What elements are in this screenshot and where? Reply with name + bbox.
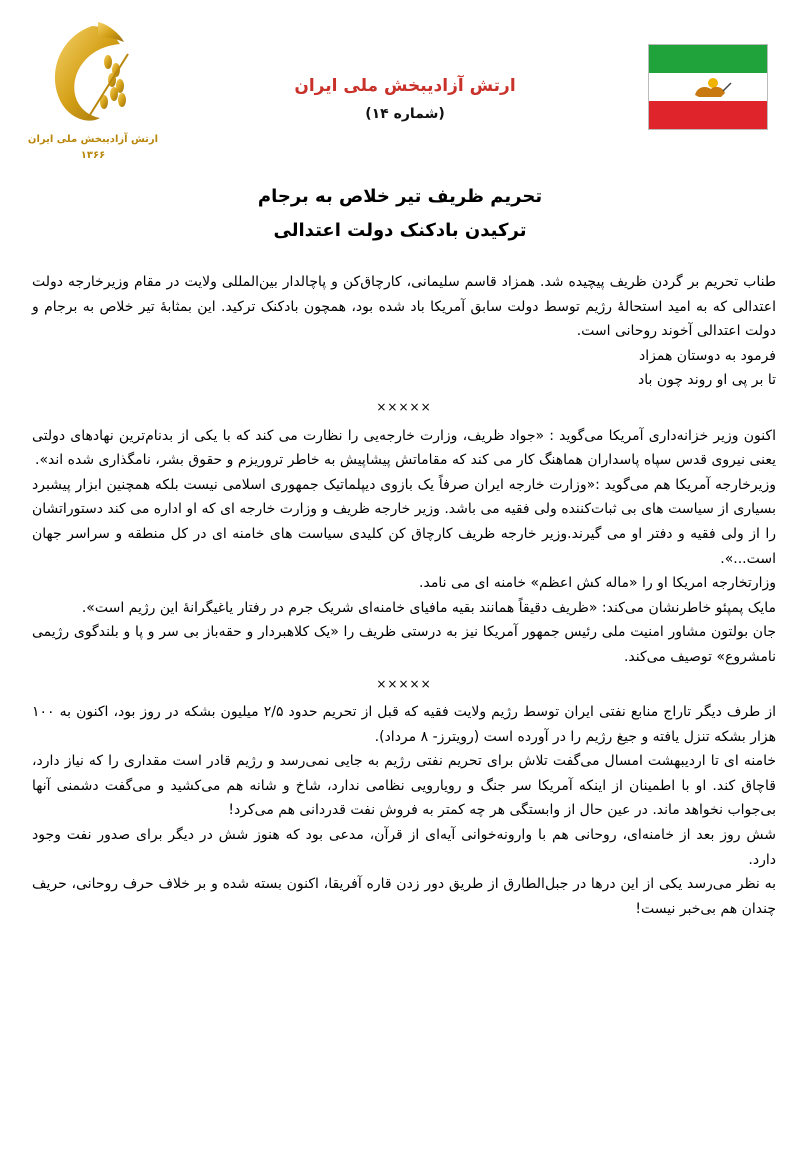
verse-line: تا بر پی او روند چون باد bbox=[637, 372, 776, 389]
paragraph: جان بولتون مشاور امنیت ملی رئیس جمهور آمریکا نیز به درستی ظریف را «یک کلاهبردار و حقه‌باز بی سر و پا و بلندگوی رژیمی نامشروع» توصیف می‌کند. bbox=[32, 624, 776, 665]
wheat-emblem-icon bbox=[28, 18, 158, 168]
headline: تحریم ظریف تیر خلاص به برجام bbox=[257, 186, 543, 207]
section-separator: ××××× bbox=[376, 676, 432, 691]
paragraph: طناب تحریم بر گردن ظریف پیچیده شد. همزاد قاسم سلیمانی، کارچاق‌کن و پاچالدار بین‌المللی ولایت در مقام وزیرخارجه دولت اعتدالی که به امید استحالهٔ رژیم توسط دولت سابق آمریکا باد شده بود، همچون بادکنک ترکید. این بمثابهٔ تیر خلاص به برجام و دولت اعتدالی آخوند روحانی است. bbox=[32, 274, 776, 340]
paragraph: شش روز بعد از خامنه‌ای، روحانی هم با وارونه‌خوانی آیه‌ای از قرآن، مدعی بود که هنوز شش در دیگر برای صدور نفت وجود دارد. bbox=[32, 827, 776, 868]
paragraph: از طرف دیگر تاراج منابع نفتی ایران توسط رژیم ولایت فقیه که قبل از تحریم حدود ۲/۵ میلیون بشکه در روز بود، اکنون به ۱۰۰ هزار بشکه تنزل یافته و جیغ رژیم را در آورده است (رویترز- ۸ مرداد). bbox=[32, 704, 776, 745]
masthead bbox=[250, 76, 560, 122]
paragraph: به نظر می‌رسد یکی از این درها در جبل‌الطارق از طریق دور زدن قاره آفریقا، اکنون بسته شده و بر خلاف حرف روحانی، حریف چندان هم بی‌خبر نیست! bbox=[32, 876, 776, 917]
organization-name: ارتش آزادیبخش ملی ایران bbox=[294, 76, 516, 96]
article-body bbox=[32, 270, 776, 921]
svg-text:ارتش آزادیبخش ملی ایران: ارتش آزادیبخش ملی ایران bbox=[28, 134, 158, 145]
paragraph: مایک پمپئو خاطرنشان می‌کند: «ظریف دقیقاً همانند بقیه مافیای خامنه‌ای شریک جرم در رفتار یاغیگرانهٔ این رژیم است». bbox=[81, 599, 776, 616]
verse-line: فرمود به دوستان همزاد bbox=[639, 347, 776, 364]
iran-flag-icon bbox=[648, 44, 768, 130]
lion-and-sun-icon bbox=[649, 73, 767, 101]
paragraph: وزارتخارجه امریکا او را «ماله کش اعظم» خامنه ای می نامد. bbox=[419, 575, 776, 592]
article-titles bbox=[0, 180, 800, 248]
paragraph: اکنون وزیر خزانه‌داری آمریکا می‌گوید : «جواد ظریف، وزارت خارجه‌یی را نظارت می کند که با یکی از بدنام‌ترین نهادهای دولتی یعنی نیروی قدس سپاه پاسداران هماهنگ کار می کند که مقاماتش پیشاپیش به خاطر تروریزم و حقوق بشر، نامگذاری شده اند». bbox=[32, 427, 776, 469]
issue-number: (شماره ۱۴) bbox=[365, 106, 445, 122]
page-header bbox=[0, 0, 800, 170]
paragraph: وزیرخارجه آمریکا هم می‌گوید :«وزارت خارجه ایران صرفاً یک بازوی دیپلماتیک جمهوری اسلامی نیست بلکه همچنین ابزار پیشبرد بسیاری از سیاست های بی ثبات‌کننده ولی فقیه می باشد. وزیر خارجه ظریف و وزارت خارجه ای که او اداره می کند دستوراتشان را از ولی فقیه و دفتر او می گیرند.وزیر خارجه ظریف کارچاق کن کلیدی سیاست های خامنه ای در کل منطقه و سراسر جهان است...». bbox=[32, 476, 776, 567]
organization-logo bbox=[28, 18, 158, 168]
section-separator: ××××× bbox=[376, 399, 432, 414]
svg-text:۱۳۶۶: ۱۳۶۶ bbox=[80, 150, 106, 161]
subheadline: ترکیدن بادکنک دولت اعتدالی bbox=[273, 220, 527, 241]
paragraph: خامنه ای تا اردیبهشت امسال می‌گفت تلاش برای تحریم نفتی رژیم به جایی نمی‌رسد و رژیم قادر است مقداری را که نیاز دارد، قاچاق کند. او با اطمینان از اینکه آمریکا سر جنگ و رویارویی نظامی ندارد، شاخ و شانه هم می‌کشید و می‌گفت دشمنی آنها بی‌جواب نخواهد ماند. در عین حال از وابستگی هر چه کمتر به فروش نفت قدردانی هم می‌کرد! bbox=[32, 753, 776, 819]
